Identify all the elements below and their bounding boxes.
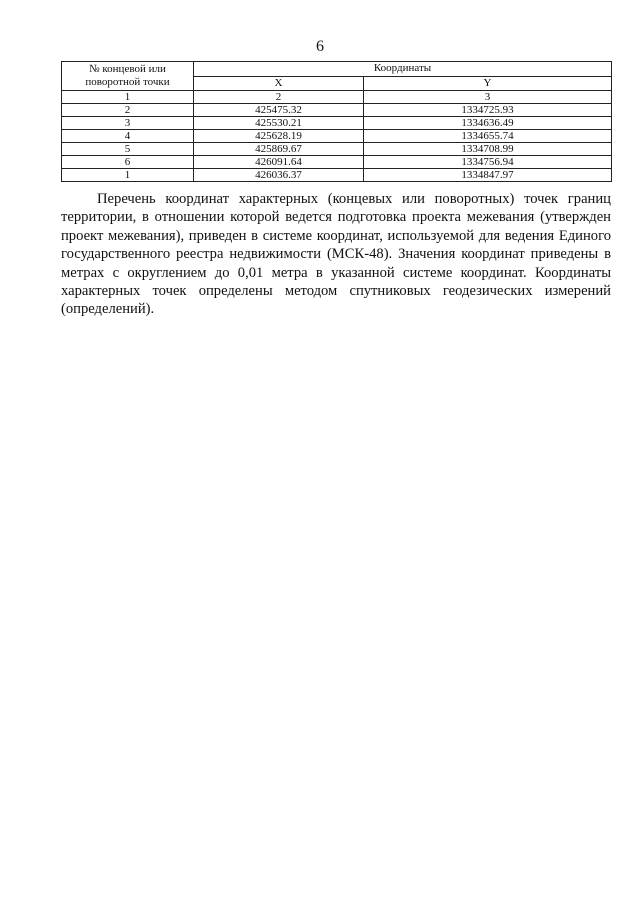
y-cell: 1334847.97 bbox=[364, 169, 612, 182]
y-cell: 1334756.94 bbox=[364, 156, 612, 169]
point-cell: 1 bbox=[62, 169, 194, 182]
table-header-row bbox=[62, 62, 612, 77]
header-point-number: № концевой или поворотной точки bbox=[62, 62, 194, 91]
coordinates-table bbox=[61, 61, 612, 182]
point-cell: 4 bbox=[62, 130, 194, 143]
x-cell: 425530.21 bbox=[194, 117, 364, 130]
x-cell: 426091.64 bbox=[194, 156, 364, 169]
header-coordinates: Координаты bbox=[194, 62, 612, 77]
y-cell: 1334708.99 bbox=[364, 143, 612, 156]
point-cell: 5 bbox=[62, 143, 194, 156]
x-cell: 425475.32 bbox=[194, 104, 364, 117]
point-cell: 3 bbox=[62, 117, 194, 130]
table-row bbox=[62, 130, 612, 143]
table-row bbox=[62, 169, 612, 182]
numbering-col-1: 1 bbox=[62, 91, 194, 104]
y-cell: 1334725.93 bbox=[364, 104, 612, 117]
y-cell: 1334636.49 bbox=[364, 117, 612, 130]
table-row bbox=[62, 117, 612, 130]
header-x: X bbox=[194, 76, 364, 91]
x-cell: 425628.19 bbox=[194, 130, 364, 143]
point-cell: 2 bbox=[62, 104, 194, 117]
table-row bbox=[62, 104, 612, 117]
page-number: 6 bbox=[316, 38, 324, 55]
numbering-col-3: 3 bbox=[364, 91, 612, 104]
x-cell: 426036.37 bbox=[194, 169, 364, 182]
table-row bbox=[62, 143, 612, 156]
header-y: Y bbox=[364, 76, 612, 91]
table-row bbox=[62, 156, 612, 169]
table-numbering-row bbox=[62, 91, 612, 104]
x-cell: 425869.67 bbox=[194, 143, 364, 156]
numbering-col-2: 2 bbox=[194, 91, 364, 104]
y-cell: 1334655.74 bbox=[364, 130, 612, 143]
point-cell: 6 bbox=[62, 156, 194, 169]
body-paragraph: Перечень координат характерных (концевых или поворотных) точек границ территории, в отношении которой ведется подготовка проекта межевания (утвержден проект межевания), приведен в системе координат, используемой для ведения Единого государственного реестра недвижимости (МСК-48). Значения координат приведены в метрах с округлением до 0,01 метра в указанной системе координат. Координаты характерных точек определены методом спутниковых геодезических измерений (определений). bbox=[61, 191, 611, 318]
